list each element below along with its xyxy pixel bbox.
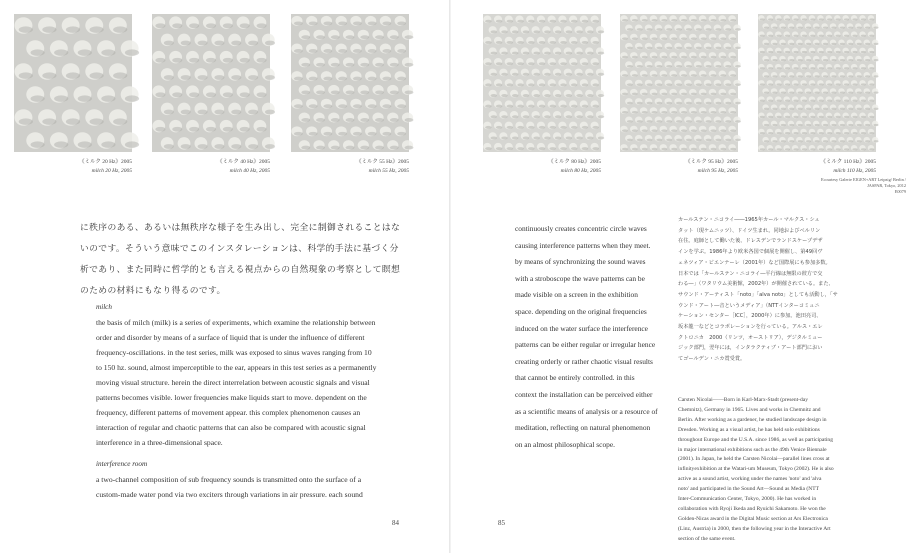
photo-caption-3 xyxy=(291,158,409,176)
text-line: moving visual structure. herein the direct interrelation between acoustic signals and visual xyxy=(96,378,370,387)
text-line: on an almost philosophical scope. xyxy=(515,439,615,449)
text-line: creating orderly or rather chaotic visual results xyxy=(515,356,653,366)
text-line: Inter-Communication Center, Tokyo, 2000). He has worked in xyxy=(678,496,817,503)
text-line: (2001). In Japan, he held the Carsten Nicolai―parallel lines cross at xyxy=(678,456,830,463)
milk-photo-2 xyxy=(152,14,270,152)
text-line: サウンド・アーティスト「noto」「alva noto」としても活動し，「サ xyxy=(678,291,838,298)
text-line: (Linz, Austria) in 2000, then the following year in the Interactive Art xyxy=(678,525,831,532)
credit-line-1: Ecourtesy Galerie EIGEN+ART Leipzig/ Berlin / xyxy=(820,177,906,182)
text-line: ジック部門，翌年には，インタラクティブ・アート部門におい xyxy=(678,345,823,352)
caption-japanese: 《ミルク 55 Hz》2005 xyxy=(355,159,409,165)
interference-paragraph xyxy=(96,472,426,502)
text-line: ウンド・アート―音というメディア」（NTTインターコミュニ xyxy=(678,302,820,309)
text-line: in major international exhibitions such as the 49th Venice Biennale xyxy=(678,446,827,453)
caption-japanese: 《ミルク 80 Hz》2005 xyxy=(547,159,601,165)
text-line: Dresden. Working as a visual artist, he has held solo exhibitions xyxy=(678,426,820,433)
text-line: に秩序のある、あるいは無秩序な様子を生み出し、完全に制御されることはな xyxy=(80,223,401,233)
text-line: patterns can be either regular or irregular hence xyxy=(515,340,656,350)
text-line: as a scientific means of analysis or a resource of xyxy=(515,406,658,416)
text-line: to 150 hz. sound, almost imperceptible to the ear, appears in this test series as a permanently xyxy=(96,363,377,372)
text-line: 日本では「カールステン・ニコライ―平行線は無限の彼方で交 xyxy=(678,270,823,277)
text-line: 在住。庭師として働いた後、ドレスデンでランドスケープデザ xyxy=(678,238,823,245)
milk-photo-5 xyxy=(620,14,738,152)
text-line: 坂本龍一などとコラボレーションを行っている。アルス・エレ xyxy=(678,324,823,331)
photo-caption-5 xyxy=(620,158,738,176)
text-line: インを学ぶ。1986年より欧米各国で個展を開催し、第49回ヴ xyxy=(678,249,823,256)
photo-credit xyxy=(770,177,906,195)
caption-japanese: 《ミルク 40 Hz》2005 xyxy=(216,159,270,165)
photo-caption-4 xyxy=(483,158,601,176)
milk-photo-6 xyxy=(758,14,876,152)
text-line: Chemnitz), Germany in 1965. Lives and works in Chemnitz and xyxy=(678,406,821,413)
caption-english: milch 110 Hz, 2005 xyxy=(833,168,876,174)
page-number-left: 84 xyxy=(392,519,399,527)
milk-surface-image xyxy=(620,14,738,152)
text-line: カールステン・ニコライ――1965年カール・マルクス・シュ xyxy=(678,217,820,223)
text-line: てゴールデン・ニカ賞受賞。 xyxy=(678,356,746,363)
text-line: order and disorder by means of a surface of liquid that is under the influence of different xyxy=(96,333,365,342)
caption-english: milch 95 Hz, 2005 xyxy=(697,168,738,174)
text-line: frequency, different patterns of movement appear. this complex phenomenon causes an xyxy=(96,408,361,417)
photo-caption-2 xyxy=(152,158,270,176)
text-line: Berlin. After working as a gardener, he studied landscape design in xyxy=(678,416,827,423)
text-line: space. depending on the original frequencies xyxy=(515,306,647,316)
photo-caption-1 xyxy=(14,158,132,176)
milk-surface-image xyxy=(483,14,601,152)
credit-line-2: JASPAR, Tokyo, 2012 xyxy=(867,183,906,188)
artist-bio-english xyxy=(678,396,892,545)
artist-bio-japanese xyxy=(678,215,892,365)
milk-photo-3 xyxy=(291,14,409,152)
milk-surface-image xyxy=(152,14,270,152)
page-number-right: 85 xyxy=(498,519,505,527)
text-line: the basis of milch (milk) is a series of experiments, which examine the relationship between xyxy=(96,318,376,327)
text-line: by means of synchronizing the sound waves xyxy=(515,257,646,267)
text-line: continuously creates concentric circle waves xyxy=(515,224,647,233)
photo-caption-6 xyxy=(758,158,876,176)
text-line: ェネツィア・ビエンナーレ（2001年）など国際展にも参加多数。 xyxy=(678,259,831,266)
caption-japanese: 《ミルク 20 Hz》2005 xyxy=(78,159,132,165)
text-line: with a stroboscope the wave patterns can be xyxy=(515,273,645,283)
caption-english: milch 20 Hz, 2005 xyxy=(91,168,132,174)
milk-surface-image xyxy=(758,14,876,152)
caption-japanese: 《ミルク 95 Hz》2005 xyxy=(684,159,738,165)
text-line: ケーション・センター［ICC］，2000年）に参加。池田亮司、 xyxy=(678,313,822,320)
text-line: meditation, reflecting on natural phenomenon xyxy=(515,423,651,433)
interference-paragraph-continued xyxy=(515,221,658,453)
text-line: タット（現ケムニッツ）、ドイツ生まれ。同地およびベルリン xyxy=(678,227,821,234)
text-line: custom-made water pond via two exciters through variations in air pressure. each sound xyxy=(96,490,363,499)
text-line: induced on the water surface the interference xyxy=(515,323,648,333)
text-line: that cannot be entirely controlled. in this xyxy=(515,373,635,383)
japanese-intro-paragraph xyxy=(80,218,420,302)
text-line: section of the same event. xyxy=(678,535,736,542)
milk-photo-4 xyxy=(483,14,601,152)
caption-english: milch 55 Hz, 2005 xyxy=(368,168,409,174)
text-line: context the installation can be perceived either xyxy=(515,389,653,399)
milk-surface-image xyxy=(14,14,132,152)
text-line: interference in a three-dimensional space. xyxy=(96,438,223,447)
text-line: noto' and participated in the Sound Art―Sound as Media (NTT xyxy=(678,486,820,493)
credit-line-3: E0079 xyxy=(894,189,906,194)
milch-heading: milch xyxy=(96,303,112,311)
text-line: infinityexhibition at the Watari-um Museum, Tokyo (2002). He is also xyxy=(678,466,834,473)
text-line: active as a sound artist, working under the names 'noto' and 'alva xyxy=(678,476,822,483)
text-line: いのです。そういう意味でこのインスタレーションは、科学的手法に基づく分 xyxy=(80,244,399,254)
text-line: throughout Europe and the U.S.A. since 1986, as well as participating xyxy=(678,436,833,443)
text-line: Carsten Nicolai――Born in Karl-Marx-Stadt (present-day xyxy=(678,397,809,403)
text-line: frequency-oscillations. in the test series, milk was exposed to sinus waves ranging from 10 xyxy=(96,348,372,357)
text-line: 析であり、また同時に哲学的とも言える視点からの自然現象の考察として瞑想 xyxy=(80,265,401,275)
text-line: a two-channel composition of sub frequency sounds is transmitted onto the surface of a xyxy=(96,475,362,484)
interference-room-heading: interference room xyxy=(96,460,148,468)
milch-paragraph xyxy=(96,315,426,450)
text-line: made visible on a screen in the exhibition xyxy=(515,290,638,300)
text-line: クトロニカ 2000（リンツ，オーストリア），デジタルミュー xyxy=(678,334,823,341)
text-line: Golden-Nicas award in the Digital Music section at Ars Electronica xyxy=(678,515,828,522)
text-line: collaboration with Ryoji Ikeda and Ryuichi Sakamoto. He won the xyxy=(678,505,826,512)
caption-english: milch 80 Hz, 2005 xyxy=(560,168,601,174)
spread-gutter xyxy=(449,0,451,553)
text-line: patterns becomes visible. lower frequencies make liquids start to move. dependent on the xyxy=(96,393,367,402)
text-line: interaction of regular and chaotic patterns that can also be compared with acoustic signal xyxy=(96,423,366,432)
caption-japanese: 《ミルク 110 Hz》2005 xyxy=(820,159,876,165)
text-line: causing interference patterns when they meet. xyxy=(515,240,651,250)
text-line: のための材料にもなり得るのです。 xyxy=(80,286,226,296)
text-line: わる―」（ワタリウム美術館，2002年）が開催されている。また、 xyxy=(678,281,834,288)
milk-surface-image xyxy=(291,14,409,152)
milk-photo-1 xyxy=(14,14,132,152)
caption-english: milch 40 Hz, 2005 xyxy=(229,168,270,174)
